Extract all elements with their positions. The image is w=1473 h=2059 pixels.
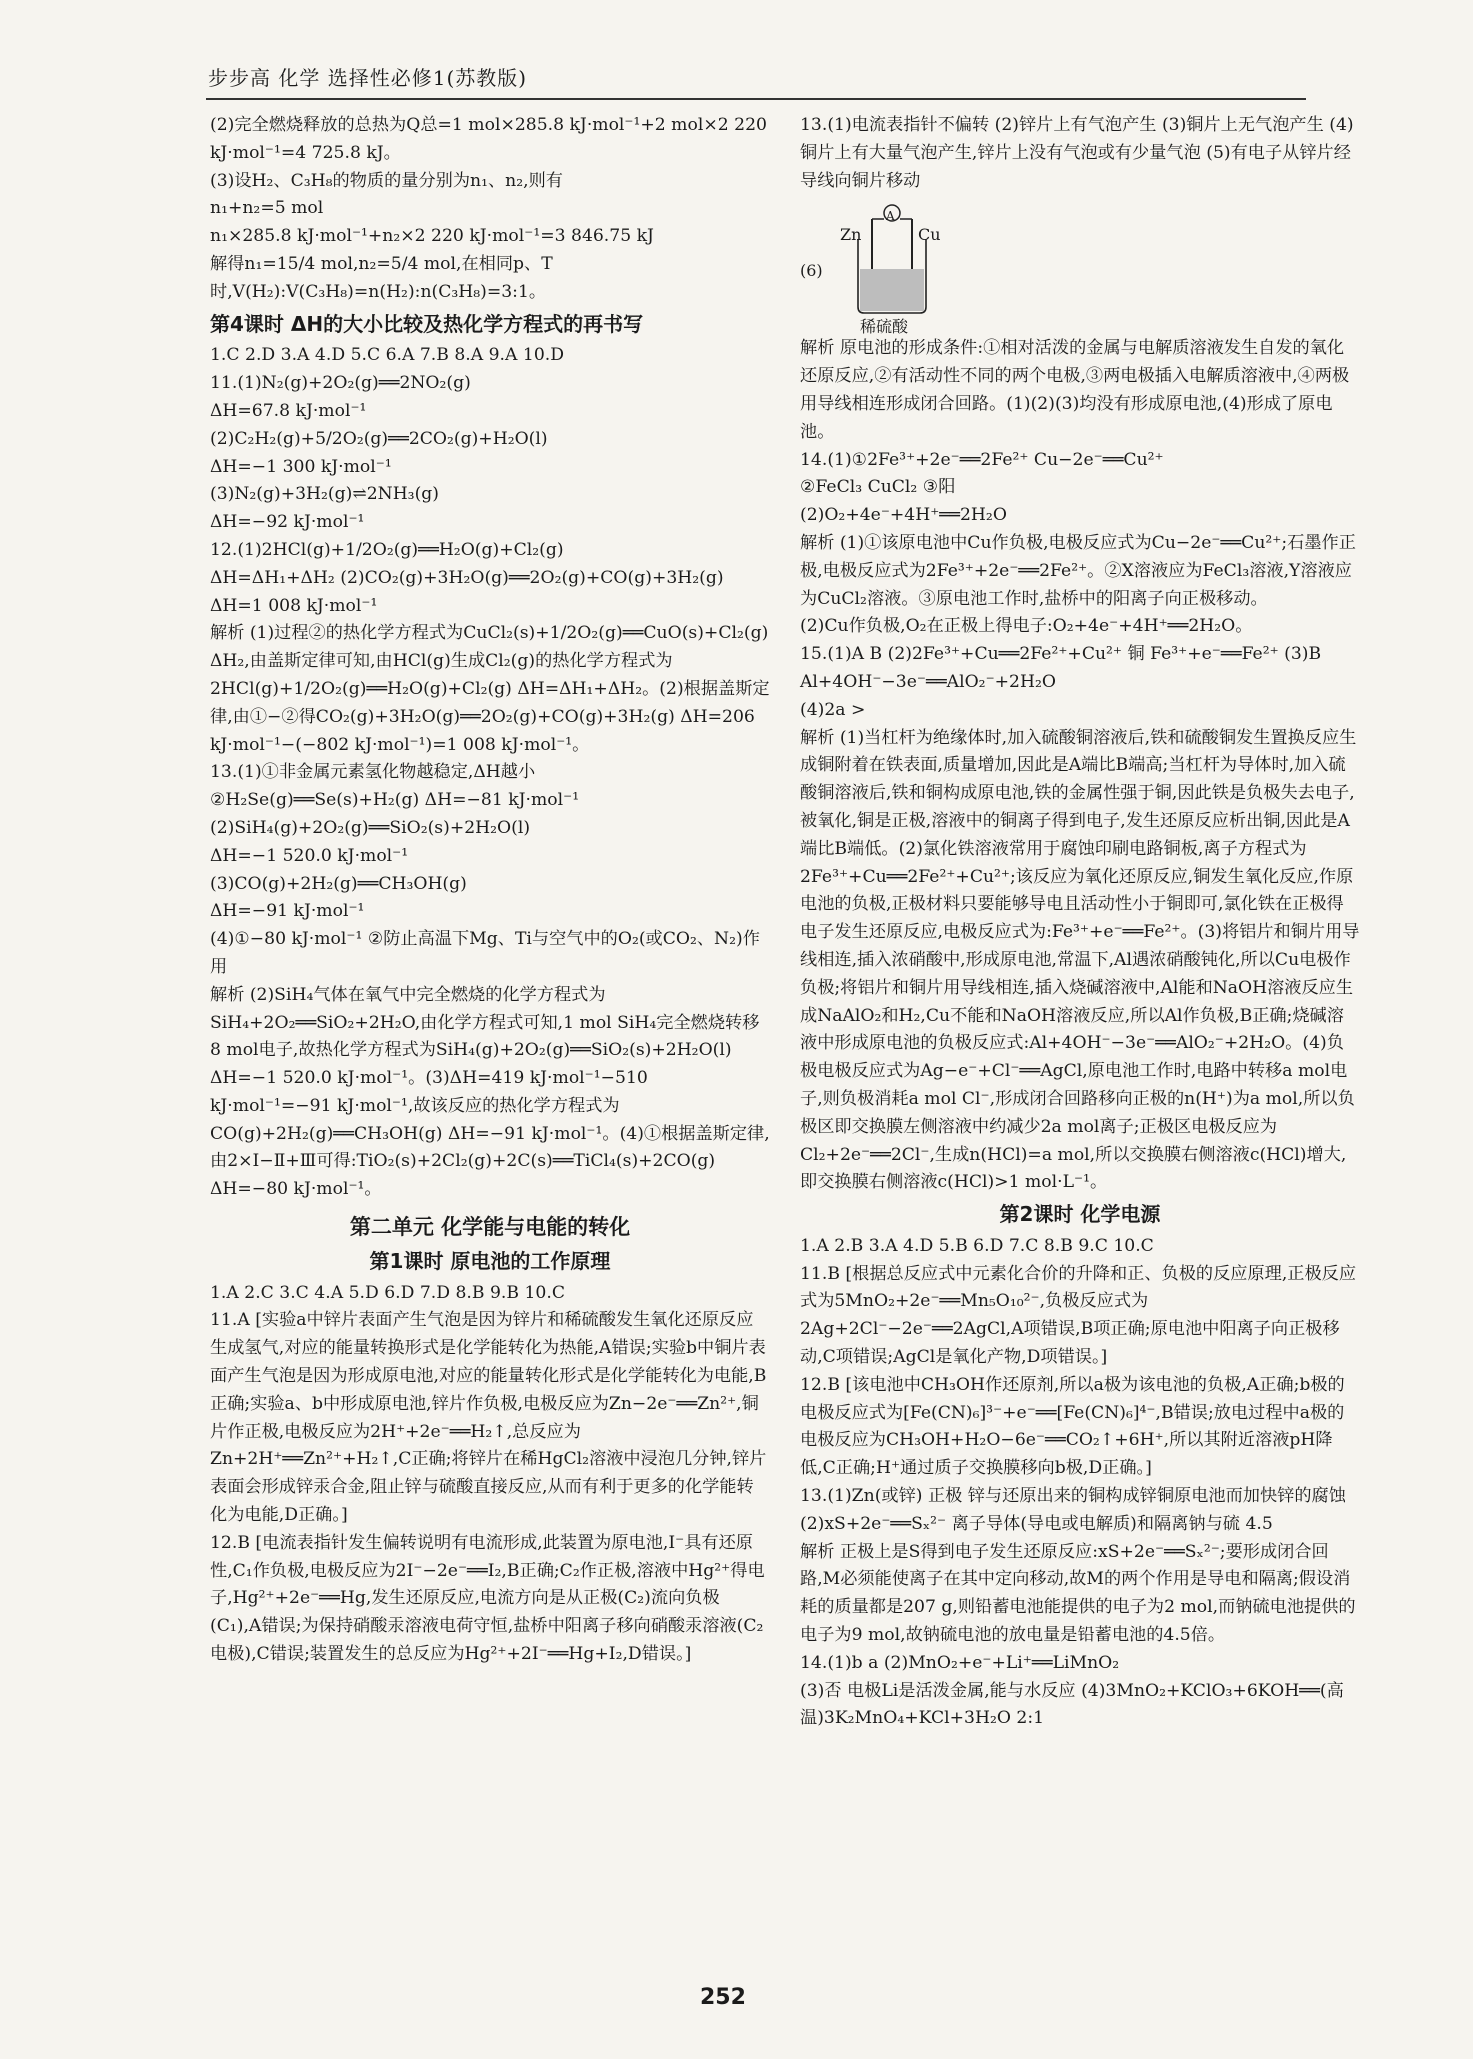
text-line: 13.(1)电流表指针不偏转 (2)锌片上有气泡产生 (3)铜片上无气泡产生 (4)铜片上有大量气泡产生,锌片上没有气泡或有少量气泡 (5)有电子从锌片经导线向铜片移动 [800, 115, 1354, 191]
text-line: 1.A 2.C 3.C 4.A 5.D 6.D 7.D 8.B 9.B 10.C [210, 1282, 565, 1303]
text-line: (4)2a > [800, 699, 866, 720]
text-line: ΔH=−1 300 kJ·mol⁻¹ [210, 456, 392, 477]
text-line: (2)完全燃烧释放的总热为Q总=1 mol×285.8 kJ·mol⁻¹+2 mol×2 220 kJ·mol⁻¹=4 725.8 kJ。 [210, 115, 773, 163]
page-number: 252 [700, 1985, 746, 2010]
text-line: ΔH=−1 520.0 kJ·mol⁻¹ [210, 845, 409, 866]
text-line: ΔH=−92 kJ·mol⁻¹ [210, 512, 365, 533]
cell-diagram [800, 199, 1000, 329]
text-line: 12.B [该电池中CH₃OH作还原剂,所以a极为该电池的负极,A正确;b极的电极反应式为[Fe(CN)₆]³⁻+e⁻══[Fe(CN)₆]⁴⁻,B错误;放电过程中a极的电极反应为CH₃OH+H₂O−6e⁻══CO₂↑+6H⁺,所以其附近溶液pH降低,C正确;H⁺通过质子交换膜移向b极,D正确。] [800, 1374, 1345, 1479]
text-line: 解析 (1)当杠杆为绝缘体时,加入硫酸铜溶液后,铁和硫酸铜发生置换反应生成铜附着在铁表面,质量增加,因此是A端比B端高;当杠杆为导体时,加入硫酸铜溶液后,铁和铜构成原电池,铁的金属性强于铜,因此铁是负极失去电子,被氧化,铜是正极,溶液中的铜离子得到电子,发生还原反应析出铜,因此是A端比B端低。(2)氯化铁溶液常用于腐蚀印刷电路铜板,离子方程式为2Fe³⁺+Cu══2Fe²⁺+Cu²⁺;该反应为氧化还原反应,铜发生氧化反应,作原电池的负极,正极材料只要能够导电且活动性小于铜即可,氯化铁在正极得电子发生还原反应,电极反应式为:Fe³⁺+e⁻══Fe²⁺。(3)将铝片和铜片用导线相连,插入浓硝酸中,形成原电池,常温下,Al遇浓硝酸钝化,所以Cu电极作负极;将铝片和铜片用导线相连,插入烧碱溶液中,Al能和NaOH溶液反应生成NaAlO₂和H₂,Cu不能和NaOH溶液反应,所以Al作负极,B正确;烧碱溶液中形成原电池的负极反应式:Al+4OH⁻−3e⁻══AlO₂⁻+2H₂O。(4)负极电极反应式为Ag−e⁻+Cl⁻══AgCl,原电池工作时,电路中转移a mol电子,则负极消耗a mol Cl⁻,形成闭合回路移向正极的n(H⁺)为a mol,所以负极区即交换膜左侧溶液中约减少2a mol离子;正极区电极反应为Cl₂+2e⁻══2Cl⁻,生成n(HCl)=a mol,所以交换膜右侧溶液c(HCl)增大,即交换膜右侧溶液c(HCl)>1 mol·L⁻¹。 [800, 727, 1360, 1193]
text-line: 11.A [实验a中锌片表面产生气泡是因为锌片和稀硫酸发生氧化还原反应生成氢气,对应的能量转换形式是化学能转化为热能,A错误;实验b中铜片表面产生气泡是因为形成原电池,对应的能量转化形式是化学能转化为电能,B正确;实验a、b中形成原电池,锌片作负极,电极反应为Zn−2e⁻══Zn²⁺,铜片作正极,电极反应为2H⁺+2e⁻══H₂↑,总反应为Zn+2H⁺══Zn²⁺+H₂↑,C正确;将锌片在稀HgCl₂溶液中浸泡几分钟,锌片表面会形成锌汞合金,阻止锌与硫酸直接反应,从而有利于更多的化学能转化为电能,D正确。] [210, 1310, 767, 1526]
text-line: ΔH=−91 kJ·mol⁻¹ [210, 901, 365, 922]
text-line: 15.(1)A B (2)2Fe³⁺+Cu══2Fe²⁺+Cu²⁺ 铜 Fe³⁺+e⁻══Fe²⁺ (3)B Al+4OH⁻−3e⁻══AlO₂⁻+2H₂O [800, 644, 1327, 692]
text-line: (4)①−80 kJ·mol⁻¹ ②防止高温下Mg、Ti与空气中的O₂(或CO₂、N₂)作用 [210, 929, 760, 977]
text-line: (3)否 电极Li是活泼金属,能与水反应 (4)3MnO₂+KClO₃+6KOH══(高温)3K₂MnO₄+KCl+3H₂O 2:1 [800, 1680, 1344, 1729]
text-line: ΔH=ΔH₁+ΔH₂ (2)CO₂(g)+3H₂O(g)══2O₂(g)+CO(g)+3H₂(g) ΔH=1 008 kJ·mol⁻¹ [210, 567, 730, 616]
text-line: n₁+n₂=5 mol [210, 198, 324, 219]
text-line: 1.C 2.D 3.A 4.D 5.C 6.A 7.B 8.A 9.A 10.D [210, 345, 565, 366]
header-divider [206, 98, 1306, 100]
text-line: (2)xS+2e⁻══Sₓ²⁻ 离子导体(导电或电解质)和隔离钠与硫 4.5 [800, 1513, 1273, 1534]
figure-number: (6) [800, 261, 823, 281]
zn-label: Zn [840, 225, 862, 245]
text-line: 解析 正极上是S得到电子发生还原反应:xS+2e⁻══Sₓ²⁻;要形成闭合回路,M必须能使离子在其中定向移动,故M的两个作用是导电和隔离;假设消耗的质量都是207 g,则铅蓄电池能提供的电子为2 mol,而钠硫电池提供的电子为9 mol,故钠硫电池的放电量是铅蓄电池的4.5倍。 [800, 1541, 1356, 1646]
right-column [800, 112, 1360, 1733]
text-line: 解析 原电池的形成条件:①相对活泼的金属与电解质溶液发生自发的氧化还原反应,②有活动性不同的两个电极,③两电极插入电解质溶液中,④两极用导线相连形成闭合回路。(1)(2)(3)均没有形成原电池,(4)形成了原电池。 [800, 338, 1350, 442]
text-line: (2)SiH₄(g)+2O₂(g)══SiO₂(s)+2H₂O(l) [210, 817, 531, 838]
text-line: (2)C₂H₂(g)+5/2O₂(g)══2CO₂(g)+H₂O(l) [210, 428, 548, 449]
text-line: (3)CO(g)+2H₂(g)══CH₃OH(g) [210, 873, 467, 894]
lesson-title: 第4课时 ΔH的大小比较及热化学方程式的再书写 [210, 311, 644, 336]
text-line: (2)O₂+4e⁻+4H⁺══2H₂O [800, 505, 1007, 526]
text-line: 12.B [电流表指针发生偏转说明有电流形成,此装置为原电池,I⁻具有还原性,C₁作负极,电极反应为2I⁻−2e⁻══I₂,B正确;C₂作正极,溶液中Hg²⁺得电子,Hg²⁺+2e⁻══Hg,发生还原反应,电流方向是从正极(C₂)流向负极(C₁),A错误;为保持硝酸汞溶液电荷守恒,盐桥中阳离子移向硝酸汞溶液(C₂电极),C错误;装置发生的总反应为Hg²⁺+2I⁻══Hg+I₂,D错误。] [210, 1532, 765, 1665]
lesson-title: 第1课时 原电池的工作原理 [369, 1248, 611, 1273]
lesson-title: 第2课时 化学电源 [999, 1202, 1161, 1227]
text-line: 13.(1)Zn(或锌) 正极 锌与还原出来的铜构成锌铜原电池而加快锌的腐蚀 [800, 1486, 1346, 1507]
unit-title: 第二单元 化学能与电能的转化 [349, 1215, 631, 1240]
text-line: 11.B [根据总反应式中元素化合价的升降和正、负极的反应原理,正极反应式为5MnO₂+2e⁻══Mn₅O₁₀²⁻,负极反应式为2Ag+2Cl⁻−2e⁻══2AgCl,A项错误,B项正确;原电池中阳离子向正极移动,C项错误;AgCl是氧化产物,D项错误。] [800, 1263, 1357, 1368]
text-line: (2)Cu作负极,O₂在正极上得电子:O₂+4e⁻+4H⁺══2H₂O。 [800, 616, 1253, 637]
text-line: n₁×285.8 kJ·mol⁻¹+n₂×2 220 kJ·mol⁻¹=3 846.75 kJ [210, 226, 654, 247]
text-line: ②FeCl₃ CuCl₂ ③阳 [800, 477, 956, 498]
text-line: 解得n₁=15/4 mol,n₂=5/4 mol,在相同p、T时,V(H₂):V(C₃H₈)=n(H₂):n(C₃H₈)=3:1。 [210, 253, 553, 302]
text-line: 解析 (1)①该原电池中Cu作负极,电极反应式为Cu−2e⁻══Cu²⁺;石墨作正极,电极反应式为2Fe³⁺+2e⁻══2Fe²⁺。②X溶液应为FeCl₃溶液,Y溶液应为CuCl₂溶液。③原电池工作时,盐桥中的阳离子向正极移动。 [800, 532, 1356, 609]
text-line: 14.(1)①2Fe³⁺+2e⁻══2Fe²⁺ Cu−2e⁻══Cu²⁺ [800, 449, 1164, 470]
text-line: (3)设H₂、C₃H₈的物质的量分别为n₁、n₂,则有 [210, 170, 563, 191]
text-line: 11.(1)N₂(g)+2O₂(g)══2NO₂(g) [210, 373, 471, 394]
text-line: (3)N₂(g)+3H₂(g)⇌2NH₃(g) [210, 484, 439, 505]
text-line: 12.(1)2HCl(g)+1/2O₂(g)══H₂O(g)+Cl₂(g) [210, 539, 564, 560]
text-line: 解析 (2)SiH₄气体在氧气中完全燃烧的化学方程式为SiH₄+2O₂══SiO₂+2H₂O,由化学方程式可知,1 mol SiH₄完全燃烧转移8 mol电子,故热化学方程式为SiH₄(g)+2O₂(g)══SiO₂(s)+2H₂O(l) ΔH=−1 520.0 kJ·mol⁻¹。(3)ΔH=419 kJ·mol⁻¹−510 kJ·mol⁻¹=−91 kJ·mol⁻¹,故该反应的热化学方程式为CO(g)+2H₂(g)══CH₃OH(g) ΔH=−91 kJ·mol⁻¹。(4)①根据盖斯定律,由2×Ⅰ−Ⅱ+Ⅲ可得:TiO₂(s)+2Cl₂(g)+2C(s)══TiCl₄(s)+2CO(g) ΔH=−80 kJ·mol⁻¹。 [210, 984, 770, 1200]
text-line: 13.(1)①非金属元素氢化物越稳定,ΔH越小 [210, 762, 536, 783]
text-line: 1.A 2.B 3.A 4.D 5.B 6.D 7.C 8.B 9.C 10.C [800, 1235, 1154, 1256]
text-line: 14.(1)b a (2)MnO₂+e⁻+Li⁺══LiMnO₂ [800, 1652, 1120, 1673]
text-line: 解析 (1)过程②的热化学方程式为CuCl₂(s)+1/2O₂(g)══CuO(s)+Cl₂(g) ΔH₂,由盖斯定律可知,由HCl(g)生成Cl₂(g)的热化学方程式为2HCl(g)+1/2O₂(g)══H₂O(g)+Cl₂(g) ΔH=ΔH₁+ΔH₂。(2)根据盖斯定律,由①−②得CO₂(g)+3H₂O(g)══2O₂(g)+CO(g)+3H₂(g) ΔH=206 kJ·mol⁻¹−(−802 kJ·mol⁻¹)=1 008 kJ·mol⁻¹。 [210, 623, 774, 755]
text-line: ΔH=67.8 kJ·mol⁻¹ [210, 400, 367, 421]
page-header: 步步高 化学 选择性必修1(苏教版) [208, 66, 528, 90]
galvanic-cell-figure [800, 199, 1000, 337]
acid-label: 稀硫酸 [860, 317, 909, 337]
cu-label: Cu [918, 225, 941, 245]
left-column [210, 112, 774, 1669]
ammeter-label: A [886, 209, 895, 224]
text-line: ②H₂Se(g)══Se(s)+H₂(g) ΔH=−81 kJ·mol⁻¹ [210, 790, 580, 811]
